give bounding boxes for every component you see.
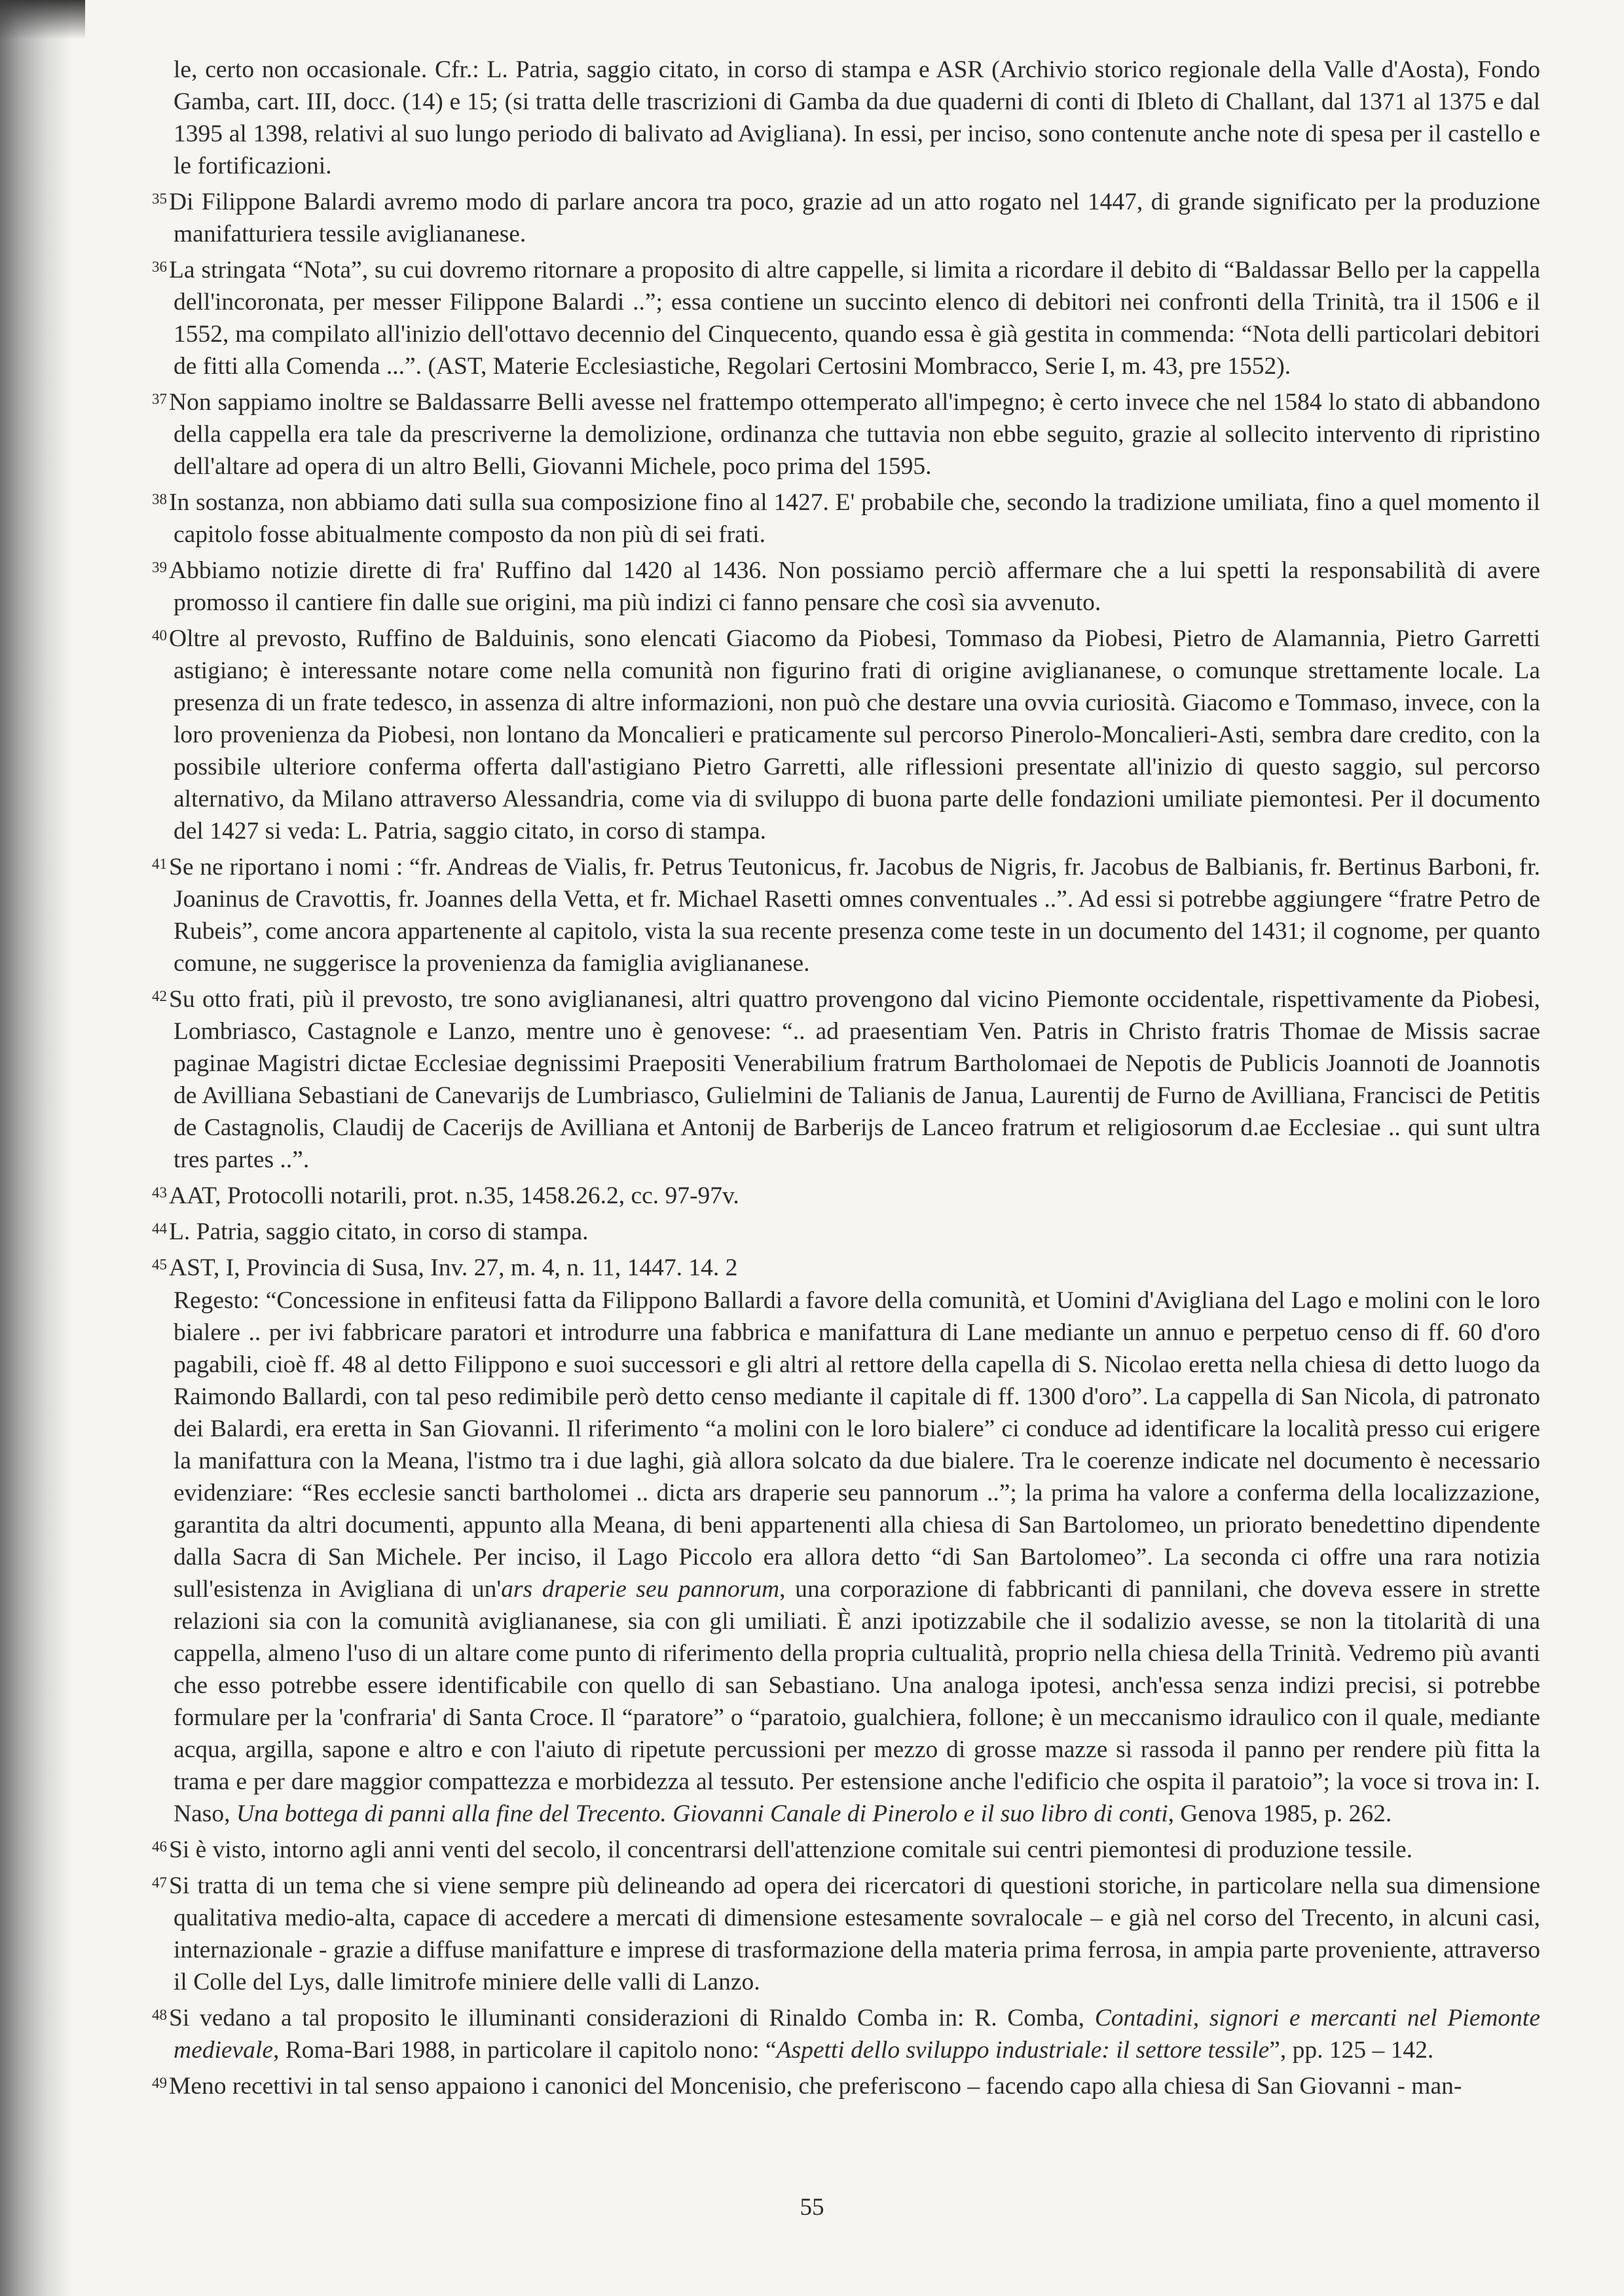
footnote-36 [152, 251, 1540, 382]
footnote-text: Si vedano a tal proposito le illuminanti considerazioni di Rinaldo Comba in: R. Comba, [169, 2005, 1095, 2032]
binding-shadow [0, 0, 72, 2296]
footnote-text: Si è visto, intorno agli anni venti del secolo, il concentrarsi dell'attenzione comitale sui centri piemontesi di produzione tessile. [169, 1836, 1412, 1863]
footnote-35 [152, 183, 1540, 250]
footnote-number: 39 [152, 559, 167, 575]
footnote-text-continued: , Roma-Bari 1988, in particolare il capitolo nono: “ [273, 2037, 777, 2064]
footnote-40 [152, 619, 1540, 847]
footnote-number: 47 [152, 1874, 167, 1891]
footnote-number: 49 [152, 2075, 167, 2091]
footnote-number: 45 [152, 1256, 167, 1273]
footnote-italic-chapter: Aspetti dello sviluppo industriale: il settore tessile [776, 2037, 1270, 2064]
footnote-continuation [152, 54, 1540, 182]
footnote-47 [152, 1867, 1540, 1998]
footnote-text: Si tratta di un tema che si viene sempre più delineando ad opera dei ricercatori di questioni storiche, in particolare nella sua dimensione qualitativa medio-alta, capace di accedere a mercati di dimensione estesamente sovralocale – e già nel corso del Trecento, in alcuni casi, internazionale - grazie a diffuse manifatture e imprese di trasformazione della materia prima ferrosa, in ampia parte proveniente, attraverso il Colle del Lys, dalle limitrofe miniere delle valli di Lanzo. [169, 1872, 1540, 1995]
footnote-text: AST, I, Provincia di Susa, Inv. 27, m. 4, n. 11, 1447. 14. 2 [169, 1254, 738, 1281]
regesto-text: Regesto: “Concessione in enfiteusi fatta da Filippono Ballardi a favore della comunità, et Uomini d'Avigliana del Lago e molini con le loro bialere .. per ivi fabbricare paratori et introdurre una fabbrica e manifattura di Lane mediante un annuo e perpetuo censo di ff. 60 d'oro pagabili, cioè ff. 48 al detto Filippono e suoi successori e gli altri al rettore della capella di S. Nicolao eretta nella chiesa di detto luogo da Raimondo Ballardi, con tal peso redimibile però detto censo mediante il capitale di ff. 1300 d'oro”. La cappella di San Nicola, di patronato dei Balardi, era eretta in San Giovanni. Il riferimento “a molini con le loro bialere” ci conduce ad identificare la località presso cui erigere la manifattura con la Meana, l'istmo tra i due laghi, già allora solcato da due bialere. Tra le coerenze indicate nel documento è necessario evidenziare: “Res ecclesie sancti bartholomei .. dicta ars draperie seu pannorum ..”; la prima ha valore a conferma della localizzazione, garantita da altri documenti, appunto alla Meana, di beni appartenenti alla chiesa di San Bartolomeo, un priorato benedettino dipendente dalla Sacra di San Michele. Per inciso, il Lago Piccolo era allora detto “di San Bartolomeo”. La seconda ci offre una rara notizia sull'esistenza in Avigliana di un' [174, 1287, 1540, 1603]
footnote-37 [152, 383, 1540, 483]
footnote-text: Meno recettivi in tal senso appaiono i canonici del Moncenisio, che preferiscono – facendo capo alla chiesa di San Giovanni - man- [169, 2073, 1462, 2100]
footnote-45 [152, 1248, 1540, 1830]
footnote-38 [152, 483, 1540, 551]
footnote-text: Se ne riportano i nomi : “fr. Andreas de Vialis, fr. Petrus Teutonicus, fr. Jacobus de Nigris, fr. Jacobus de Balbianis, fr. Bertinus Barboni, fr. Joaninus de Cravottis, fr. Joannes della Vetta, et fr. Michael Rasetti omnes conventuales ..”. Ad essi si potrebbe aggiungere “fratre Petro de Rubeis”, come ancora appartenente al capitolo, vista la sua recente presenza come teste in un documento del 1431; il cognome, per quanto comune, ne suggerisce la provenienza da famiglia avigliananese. [169, 854, 1540, 977]
footnote-39 [152, 551, 1540, 619]
footnote-text: Di Filippone Balardi avremo modo di parlare ancora tra poco, grazie ad un atto rogato nel 1447, di grande significato per la produzione manifatturiera tessile avigliananese. [169, 189, 1540, 247]
footnote-text: le, certo non occasionale. Cfr.: L. Patria, saggio citato, in corso di stampa e ASR (Archivio storico regionale della Valle d'Aosta), Fondo Gamba, cart. III, docc. (14) e 15; (si tratta delle trascrizioni di Gamba da due quaderni di conti di Ibleto di Challant, dal 1371 al 1375 e dal 1395 al 1398, relativi al suo lungo periodo di balivato ad Avigliana). In essi, per inciso, sono contenute anche note di spesa per il castello e le fortificazioni. [174, 56, 1540, 179]
footnote-regesto [152, 1285, 1540, 1830]
footnote-text: In sostanza, non abbiamo dati sulla sua composizione fino al 1427. E' probabile che, secondo la tradizione umiliata, fino a quel momento il capitolo fosse abitualmente composto da non più di sei frati. [169, 489, 1540, 548]
regesto-text-continued: , una corporazione di fabbricanti di pannilani, che doveva essere in strette relazioni sia con la comunità avigliananese, sia con gli umiliati. È anzi ipotizzabile che il sodalizio avesse, se non la titolarità di una cappella, almeno l'uso di un altare come punto di riferimento della propria cultualità, proprio nella chiesa della Trinità. Vedremo più avanti che esso potrebbe essere identificabile con quello di san Sebastiano. Una analoga ipotesi, anch'essa senza indizi precisi, si potrebbe formulare per la 'confraria' di Santa Croce. Il “paratore” o “paratoio, gualchiera, follone; è un meccanismo idraulico con il quale, mediante acqua, argilla, sapone e altro e con l'aiuto di ripetute percussioni per mezzo di grosse mazze si rassoda il panno per rendere più fitta la trama e per dare maggior compattezza e morbidezza al tessuto. Per estensione anche l'edificio che ospita il paratoio”; la voce si trova in: I. Naso, [174, 1576, 1540, 1827]
regesto-italic-term: ars draperie seu pannorum [501, 1576, 780, 1603]
footnote-text: La stringata “Nota”, su cui dovremo ritornare a proposito di altre cappelle, si limita a ricordare il debito di “Baldassar Bello per la cappella dell'incoronata, per messer Filippone Balardi ..”; essa contiene un succinto elenco di debitori nei confronti della Trinità, tra il 1506 e il 1552, ma compilato all'inizio dell'ottavo decennio del Cinquecento, quando essa è già gestita in commenda: “Nota delli particolari debitori de fitti alla Comenda ...”. (AST, Materie Ecclesiastiche, Regolari Certosini Mombracco, Serie I, m. 43, pre 1552). [169, 257, 1540, 380]
footnote-number: 35 [152, 191, 167, 207]
footnote-number: 40 [152, 627, 167, 644]
footnote-43 [152, 1176, 1540, 1212]
footnote-text: Abbiamo notizie dirette di fra' Ruffino dal 1420 al 1436. Non possiamo perciò affermare che a lui spetti la responsabilità di avere promosso il cantiere fin dalle sue origini, ma più indizi ci fanno pensare che così sia avvenuto. [169, 557, 1540, 616]
footnote-number: 42 [152, 988, 167, 1004]
footnote-number: 43 [152, 1184, 167, 1201]
footnote-46 [152, 1831, 1540, 1866]
footnotes-block [152, 54, 1540, 2103]
page-number: 55 [800, 2194, 824, 2221]
footnote-number: 46 [152, 1838, 167, 1855]
footnote-41 [152, 848, 1540, 979]
footnote-number: 41 [152, 856, 167, 872]
footnote-text-end: ”, pp. 125 – 142. [1269, 2037, 1434, 2064]
regesto-italic-title: Una bottega di panni alla fine del Trecento. Giovanni Canale di Pinerolo e il suo libro di conti [236, 1800, 1168, 1827]
footnote-number: 38 [152, 491, 167, 507]
footnote-text: Non sappiamo inoltre se Baldassarre Belli avesse nel frattempo ottemperato all'impegno; è certo invece che nel 1584 lo stato di abbandono della cappella era tale da prescriverne la demolizione, ordinanza che tuttavia non ebbe seguito, grazie al sollecito intervento di ripristino dell'altare ad opera di un altro Belli, Giovanni Michele, poco prima del 1595. [169, 389, 1540, 480]
footnote-number: 36 [152, 259, 167, 275]
footnote-text: AAT, Protocolli notarili, prot. n.35, 1458.26.2, cc. 97-97v. [169, 1182, 739, 1209]
footnote-42 [152, 980, 1540, 1176]
footnote-text: L. Patria, saggio citato, in corso di stampa. [169, 1218, 589, 1245]
footnote-48 [152, 1999, 1540, 2066]
footnote-italic-title: Contadini, signori e mercanti nel Piemonte medievale [174, 2005, 1540, 2064]
footnote-text: Oltre al prevosto, Ruffino de Balduinis, sono elencati Giacomo da Piobesi, Tommaso da Piobesi, Pietro de Alamannia, Pietro Garretti astigiano; è interessante notare come nella comunità non figurino frati di origine avigliananese, o comunque strettamente locale. La presenza di un frate tedesco, in assenza di altre informazioni, non può che destare una ovvia curiosità. Giacomo e Tommaso, invece, con la loro provenienza da Piobesi, non lontano da Moncalieri e praticamente sul percorso Pinerolo-Moncalieri-Asti, sembra dare credito, con la possibile ulteriore conferma offerta dall'astigiano Pietro Garretti, alle riflessioni presentate all'inizio di questo saggio, sul percorso alternativo, da Milano attraverso Alessandria, come via di sviluppo di buona parte delle fondazioni umiliate piemontesi. Per il documento del 1427 si veda: L. Patria, saggio citato, in corso di stampa. [169, 625, 1540, 845]
footnote-number: 37 [152, 391, 167, 407]
footnote-number: 48 [152, 2007, 167, 2023]
footnote-49 [152, 2067, 1540, 2102]
footnote-44 [152, 1212, 1540, 1248]
scan-corner-shadow [0, 0, 85, 39]
regesto-text-end: , Genova 1985, p. 262. [1168, 1800, 1392, 1827]
footnote-number: 44 [152, 1220, 167, 1237]
footnote-text: Su otto frati, più il prevosto, tre sono avigliananesi, altri quattro provengono dal vicino Piemonte occidentale, rispettivamente da Piobesi, Lombriasco, Castagnole e Lanzo, mentre uno è genovese: “.. ad praesentiam Ven. Patris in Christo fratris Thomae de Missis sacrae paginae Magistri dictae Ecclesiae degnissimi Praepositi Venerabilium fratrum Bartholomaei de Nepotis de Publicis Joannoti de Joannotis de Avilliana Sebastiani de Canevarijs de Lumbriasco, Gulielmini de Talianis de Janua, Laurentij de Furno de Avilliana, Francisci de Petitis de Castagnolis, Claudij de Cacerijs de Avilliana et Antonij de Barberijs de Lanceo fratrum et religiosorum d.ae Ecclesiae .. qui sunt ultra tres partes ..”. [169, 986, 1540, 1173]
